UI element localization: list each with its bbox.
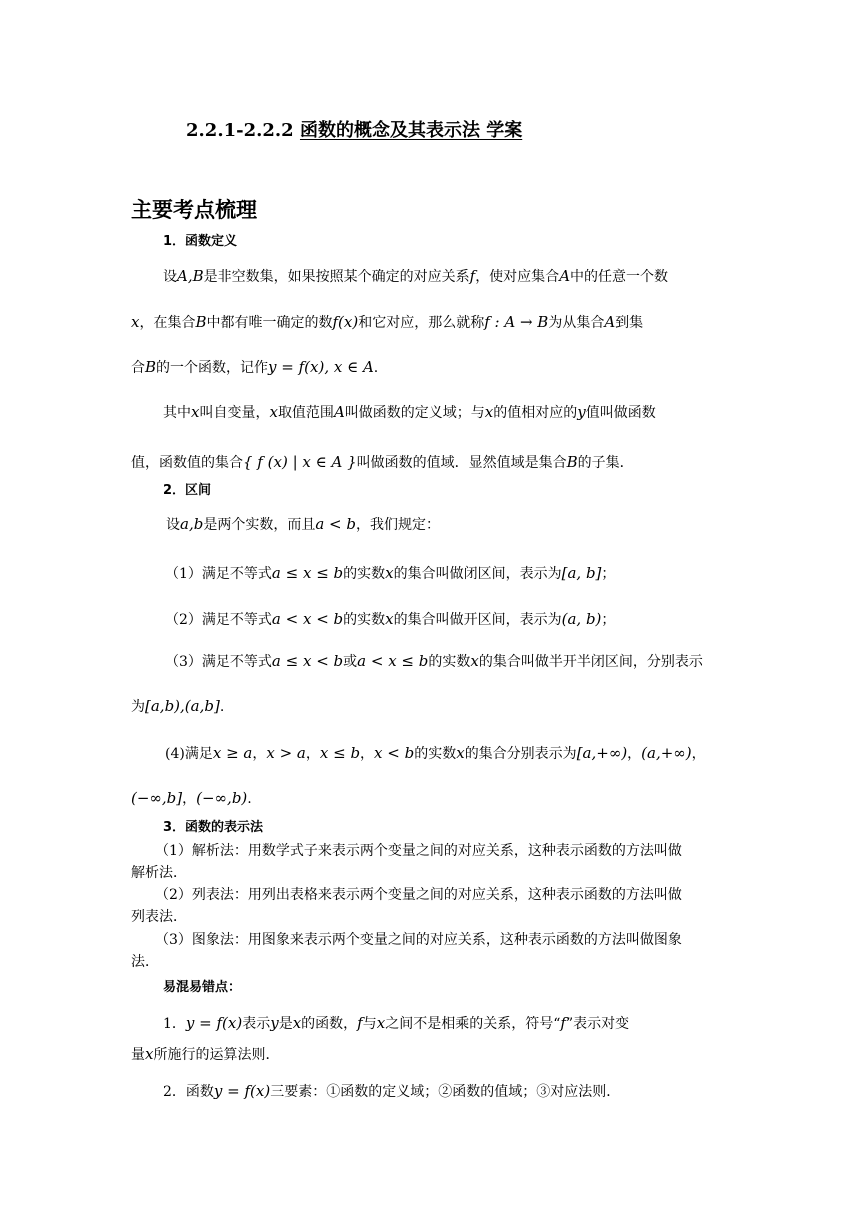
text: 设	[163, 269, 177, 285]
math: a ≤ x < b	[271, 652, 344, 670]
text: 值，函数值的集合	[131, 455, 243, 471]
text: （3）满足不等式	[165, 654, 272, 670]
text: .	[247, 791, 252, 807]
sec1-title: 1．函数定义	[163, 234, 238, 249]
math: a < x < b	[271, 610, 344, 628]
text: 表示	[242, 1016, 271, 1032]
math: x	[131, 313, 140, 331]
text: ，	[252, 746, 267, 762]
sec3-title: 3．函数的表示法	[163, 820, 264, 835]
sec3-p1-cont: 解析法．	[131, 865, 187, 881]
math: x	[385, 564, 394, 582]
sec4-item1-cont	[131, 1044, 279, 1065]
sec4-item2	[163, 1081, 620, 1102]
text: 合	[131, 360, 145, 376]
math: a < b	[315, 515, 356, 533]
math: y = f(x)	[213, 1082, 271, 1100]
text: （2）满足不等式	[165, 612, 272, 628]
text: ，我们规定：	[355, 517, 440, 533]
text: 叫做函数的值域．显然值域是集合	[356, 455, 567, 471]
sec3-p3-cont: 法．	[131, 954, 159, 970]
text: 是非空数集，如果按照某个确定的对应关系	[203, 269, 470, 285]
math: x	[191, 403, 200, 421]
text: 的集合分别表示为	[464, 746, 577, 762]
text: （1）满足不等式	[165, 566, 272, 582]
math: (−∞,b)	[196, 789, 248, 807]
text: 的实数	[428, 654, 471, 670]
sec3-p1: （1）解析法：用数学式子来表示两个变量之间的对应关系，这种表示函数的方法叫做	[155, 843, 682, 859]
text: 的集合叫做开区间，表示为	[393, 612, 562, 628]
math: A	[333, 403, 345, 421]
math: x	[385, 610, 394, 628]
text: 为从集合	[548, 315, 605, 331]
text: 的一个函数，记作	[156, 360, 269, 376]
sec2-title: 2．区间	[163, 483, 212, 498]
text: .	[219, 699, 225, 715]
text: ；	[601, 566, 616, 582]
math: f	[560, 1014, 566, 1032]
section-heading: 主要考点梳理	[131, 198, 257, 222]
text: 中的任意一个数	[570, 269, 669, 285]
math: A,B	[177, 267, 204, 285]
math: a < x ≤ b	[357, 652, 429, 670]
text: ，使对应集合	[475, 269, 560, 285]
math: f	[357, 1014, 363, 1032]
math: x	[456, 744, 465, 762]
math: x ≥ a	[212, 744, 253, 762]
text: 设	[166, 517, 180, 533]
text: 的实数	[414, 746, 457, 762]
math: { f (x) | x ∈ A }	[243, 453, 357, 471]
text: 是两个实数，而且	[203, 517, 316, 533]
math: (−∞,b]	[131, 789, 183, 807]
math: [a,b),(a,b]	[145, 697, 220, 715]
math: y = f(x)	[185, 1014, 243, 1032]
text: ，	[691, 746, 706, 762]
math: A	[559, 267, 571, 285]
text: 叫自变量，	[199, 405, 270, 421]
math: B	[145, 358, 157, 376]
math: x < b	[374, 744, 415, 762]
math: a ≤ x ≤ b	[271, 564, 344, 582]
math: f	[469, 267, 476, 285]
math: f(x)	[332, 313, 359, 331]
math: A	[604, 313, 616, 331]
text: 的实数	[343, 612, 386, 628]
text: ，	[360, 746, 375, 762]
text: 中都有唯一确定的数	[206, 315, 333, 331]
sec4-title: 易混易错点：	[163, 980, 242, 995]
math: y = f(x), x ∈ A	[268, 358, 374, 376]
sec3-p2: （2）列表法：用列出表格来表示两个变量之间的对应关系，这种表示函数的方法叫做	[155, 887, 682, 903]
document-title	[186, 116, 522, 142]
text: ；	[601, 612, 616, 628]
math: f : A → B	[484, 313, 549, 331]
sec3-p2-cont: 列表法．	[131, 909, 187, 925]
sec3-p3: （3）图象法：用图象来表示两个变量之间的对应关系，这种表示函数的方法叫做图象	[155, 932, 682, 948]
text: ”表示对变	[565, 1016, 630, 1032]
text: 和它对应，那么就称	[358, 315, 485, 331]
math: x > a	[266, 744, 306, 762]
math: B	[566, 453, 578, 471]
math: x	[484, 403, 494, 421]
text: 为	[131, 699, 145, 715]
text: 量	[131, 1047, 145, 1063]
math: y	[270, 1014, 279, 1032]
text: 的集合叫做半开半闭区间，分别表示	[478, 654, 703, 670]
math: x	[269, 403, 278, 421]
text: ，	[305, 746, 320, 762]
sec1-line2	[131, 312, 643, 333]
sec2-item2	[165, 609, 615, 630]
text: 1．	[163, 1016, 186, 1032]
sec2-intro	[166, 514, 440, 535]
title-number: 2.2.1-2.2.2	[186, 120, 294, 141]
text: 的函数，	[301, 1016, 358, 1032]
text: 或	[343, 654, 358, 670]
sec1-line1	[163, 266, 668, 287]
sec1-line3	[131, 357, 378, 378]
sec1-line4	[163, 402, 656, 423]
math: a,b	[180, 515, 204, 533]
text: 值叫做函数	[585, 405, 656, 421]
text: ，	[182, 791, 197, 807]
text: ，	[627, 746, 642, 762]
text: 取值范围	[277, 405, 334, 421]
text: ，在集合	[139, 315, 196, 331]
text: .	[373, 360, 379, 376]
title-text: 函数的概念及其表示法 学案	[299, 120, 523, 141]
sec1-line5	[131, 452, 634, 473]
sec4-item1	[163, 1013, 629, 1034]
text: 之间不是相乘的关系，符号“	[385, 1016, 561, 1032]
math: x	[145, 1045, 154, 1063]
math: x	[292, 1014, 302, 1032]
text: (4)满足	[165, 746, 213, 762]
text: 是	[278, 1016, 293, 1032]
sec2-item1	[165, 563, 615, 584]
sec2-item3-cont	[131, 696, 224, 717]
text: 的实数	[343, 566, 386, 582]
text: 所施行的运算法则．	[153, 1047, 280, 1063]
text: 到集	[615, 315, 644, 331]
text: 其中	[163, 405, 191, 421]
math: (a, b)	[561, 610, 602, 628]
text: 三要素：①函数的定义域；②函数的值域；③对应法则．	[270, 1084, 621, 1100]
math: x	[376, 1014, 386, 1032]
text: 的子集．	[577, 455, 634, 471]
math: x ≤ b	[319, 744, 361, 762]
sec2-item4-cont	[131, 788, 252, 809]
math: [a, b]	[561, 564, 602, 582]
math: x	[470, 652, 479, 670]
math: (a,+∞)	[641, 744, 692, 762]
text: 的集合叫做闭区间，表示为	[393, 566, 562, 582]
sec2-item3	[165, 651, 703, 672]
text: 叫做函数的定义域；与	[344, 405, 485, 421]
text: 与	[362, 1016, 377, 1032]
math: [a,+∞)	[576, 744, 628, 762]
math: y	[577, 403, 586, 421]
text: 2．函数	[163, 1084, 214, 1100]
sec2-item4	[165, 743, 706, 764]
text: 的值相对应的	[493, 405, 578, 421]
math: B	[195, 313, 207, 331]
